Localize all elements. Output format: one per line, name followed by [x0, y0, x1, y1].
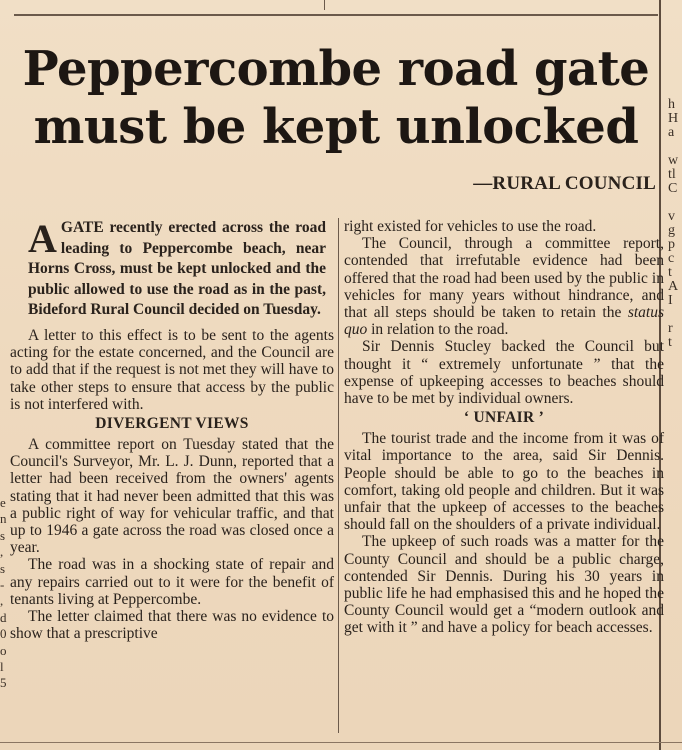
adjacent-text-fragment: o: [0, 642, 7, 658]
paragraph-tourist-trade: The tourist trade and the income from it was of vital importance to the area, said Sir Dennis. People should be able to go to the beaches in comfort, taking old people and children. But it was unfair that the upkeep of accesses to the beaches should fall on the shoulders of a private individual.: [344, 430, 664, 534]
adjacent-text-fragment: H: [668, 111, 679, 126]
adjacent-text-fragment: c: [668, 251, 675, 266]
paragraph-continued: right existed for vehicles to use the road.: [344, 218, 597, 235]
adjacent-text-fragment: t: [668, 335, 672, 350]
adjacent-column-fragments-right: [668, 98, 682, 350]
adjacent-text-fragment: tl: [668, 167, 676, 182]
paragraph-upkeep: The upkeep of such roads was a matter for the County Council and should be a public charge, contended Sir Dennis. During his 30 years in public life he had emphasised this and he hoped the County Council would get a “modern outlook and get with it ” and have a policy for beach accesses.: [344, 533, 664, 637]
adjacent-text-fragment: w: [668, 153, 679, 168]
adjacent-text-fragment: I: [668, 293, 673, 308]
article-column-right: [344, 218, 664, 637]
council-report-text-b: in relation to the road.: [367, 321, 509, 339]
adjacent-text-fragment: 0: [0, 626, 7, 642]
adjacent-text-fragment: [668, 140, 682, 154]
byline: —RURAL COUNCIL: [473, 173, 656, 194]
adjacent-text-fragment: ,: [0, 544, 4, 560]
adjacent-text-fragment: v: [668, 209, 675, 224]
adjacent-text-fragment: n: [0, 511, 7, 527]
adjacent-text-fragment: C: [668, 181, 678, 196]
status-quo-italic: status quo: [344, 304, 664, 339]
adjacent-text-fragment: a: [668, 125, 675, 140]
paragraph-committee-report: A committee report on Tuesday stated that the Council's Surveyor, Mr. L. J. Dunn, reported that a letter had been received from the owners' agents stating that it had never been admitted that this was a public right of way for vehicular traffic, and that up to 1946 a gate across the road was closed once a year.: [10, 435, 334, 557]
paragraph-letter: A letter to this effect is to be sent to the agents acting for the estate concerned, and the Council are to add that if the request is not met they will have to take other steps to ensure that access by the public is not interfered with.: [10, 326, 334, 413]
adjacent-text-fragment: s: [0, 560, 6, 576]
bottom-edge: [0, 742, 682, 743]
adjacent-text-fragment: 5: [0, 675, 7, 691]
adjacent-text-fragment: g: [668, 223, 675, 238]
council-report-text-a: The Council, through a committee report, contended that irrefutable evidence had been offered that the road had been used by the public in vehicles for many years without hindrance, and that all steps should be taken to retain the: [344, 235, 664, 322]
adjacent-text-fragment: [668, 308, 682, 322]
column-divider: [338, 218, 339, 733]
adjacent-text-fragment: ,: [0, 593, 4, 609]
adjacent-text-fragment: [668, 196, 682, 210]
adjacent-text-fragment: h: [668, 98, 675, 112]
headline-line-2: must be kept unlocked: [33, 99, 639, 155]
headline: [14, 40, 658, 156]
paragraph-road-state: The road was in a shocking state of repair and any repairs carried out to it were for the benefit of tenants living at Peppercombe.: [10, 556, 334, 608]
paragraph-stucley: Sir Dennis Stucley backed the Council but thought it “ extremely unfortunate ” that the expense of upkeeping accesses to beaches should have to be met by individual owners.: [344, 338, 664, 408]
article-column-left: [10, 218, 334, 642]
adjacent-text-fragment: e: [0, 495, 6, 510]
drop-cap: A: [28, 216, 57, 261]
paragraph-letter-claim: The letter claimed that there was no evidence to show that a prescriptive: [10, 608, 334, 643]
headline-line-1: Peppercombe road gate: [22, 41, 650, 97]
adjacent-text-fragment: l: [0, 659, 4, 675]
adjacent-text-fragment: p: [668, 237, 675, 252]
subhead-divergent-views: DIVERGENT VIEWS: [95, 414, 249, 432]
subhead-unfair: ‘ UNFAIR ’: [463, 409, 545, 427]
top-rule: [14, 14, 658, 16]
paragraph-council-report: [344, 235, 664, 338]
lead-paragraph: [10, 218, 334, 321]
adjacent-text-fragment: s: [0, 527, 6, 543]
adjacent-text-fragment: r: [668, 321, 673, 336]
adjacent-text-fragment: t: [668, 265, 672, 280]
top-column-tick: [324, 0, 325, 10]
adjacent-text-fragment: d: [0, 609, 7, 625]
adjacent-text-fragment: -: [0, 577, 5, 593]
adjacent-text-fragment: A: [668, 279, 679, 294]
lead-text: GATE recently erected across the road leading to Peppercombe beach, near Horns Cross, must be kept unlocked and the public allowed to use the road as in the past, Bideford Rural Council decided on Tuesday.: [28, 219, 326, 319]
adjacent-column-fragments-left: [0, 495, 8, 692]
